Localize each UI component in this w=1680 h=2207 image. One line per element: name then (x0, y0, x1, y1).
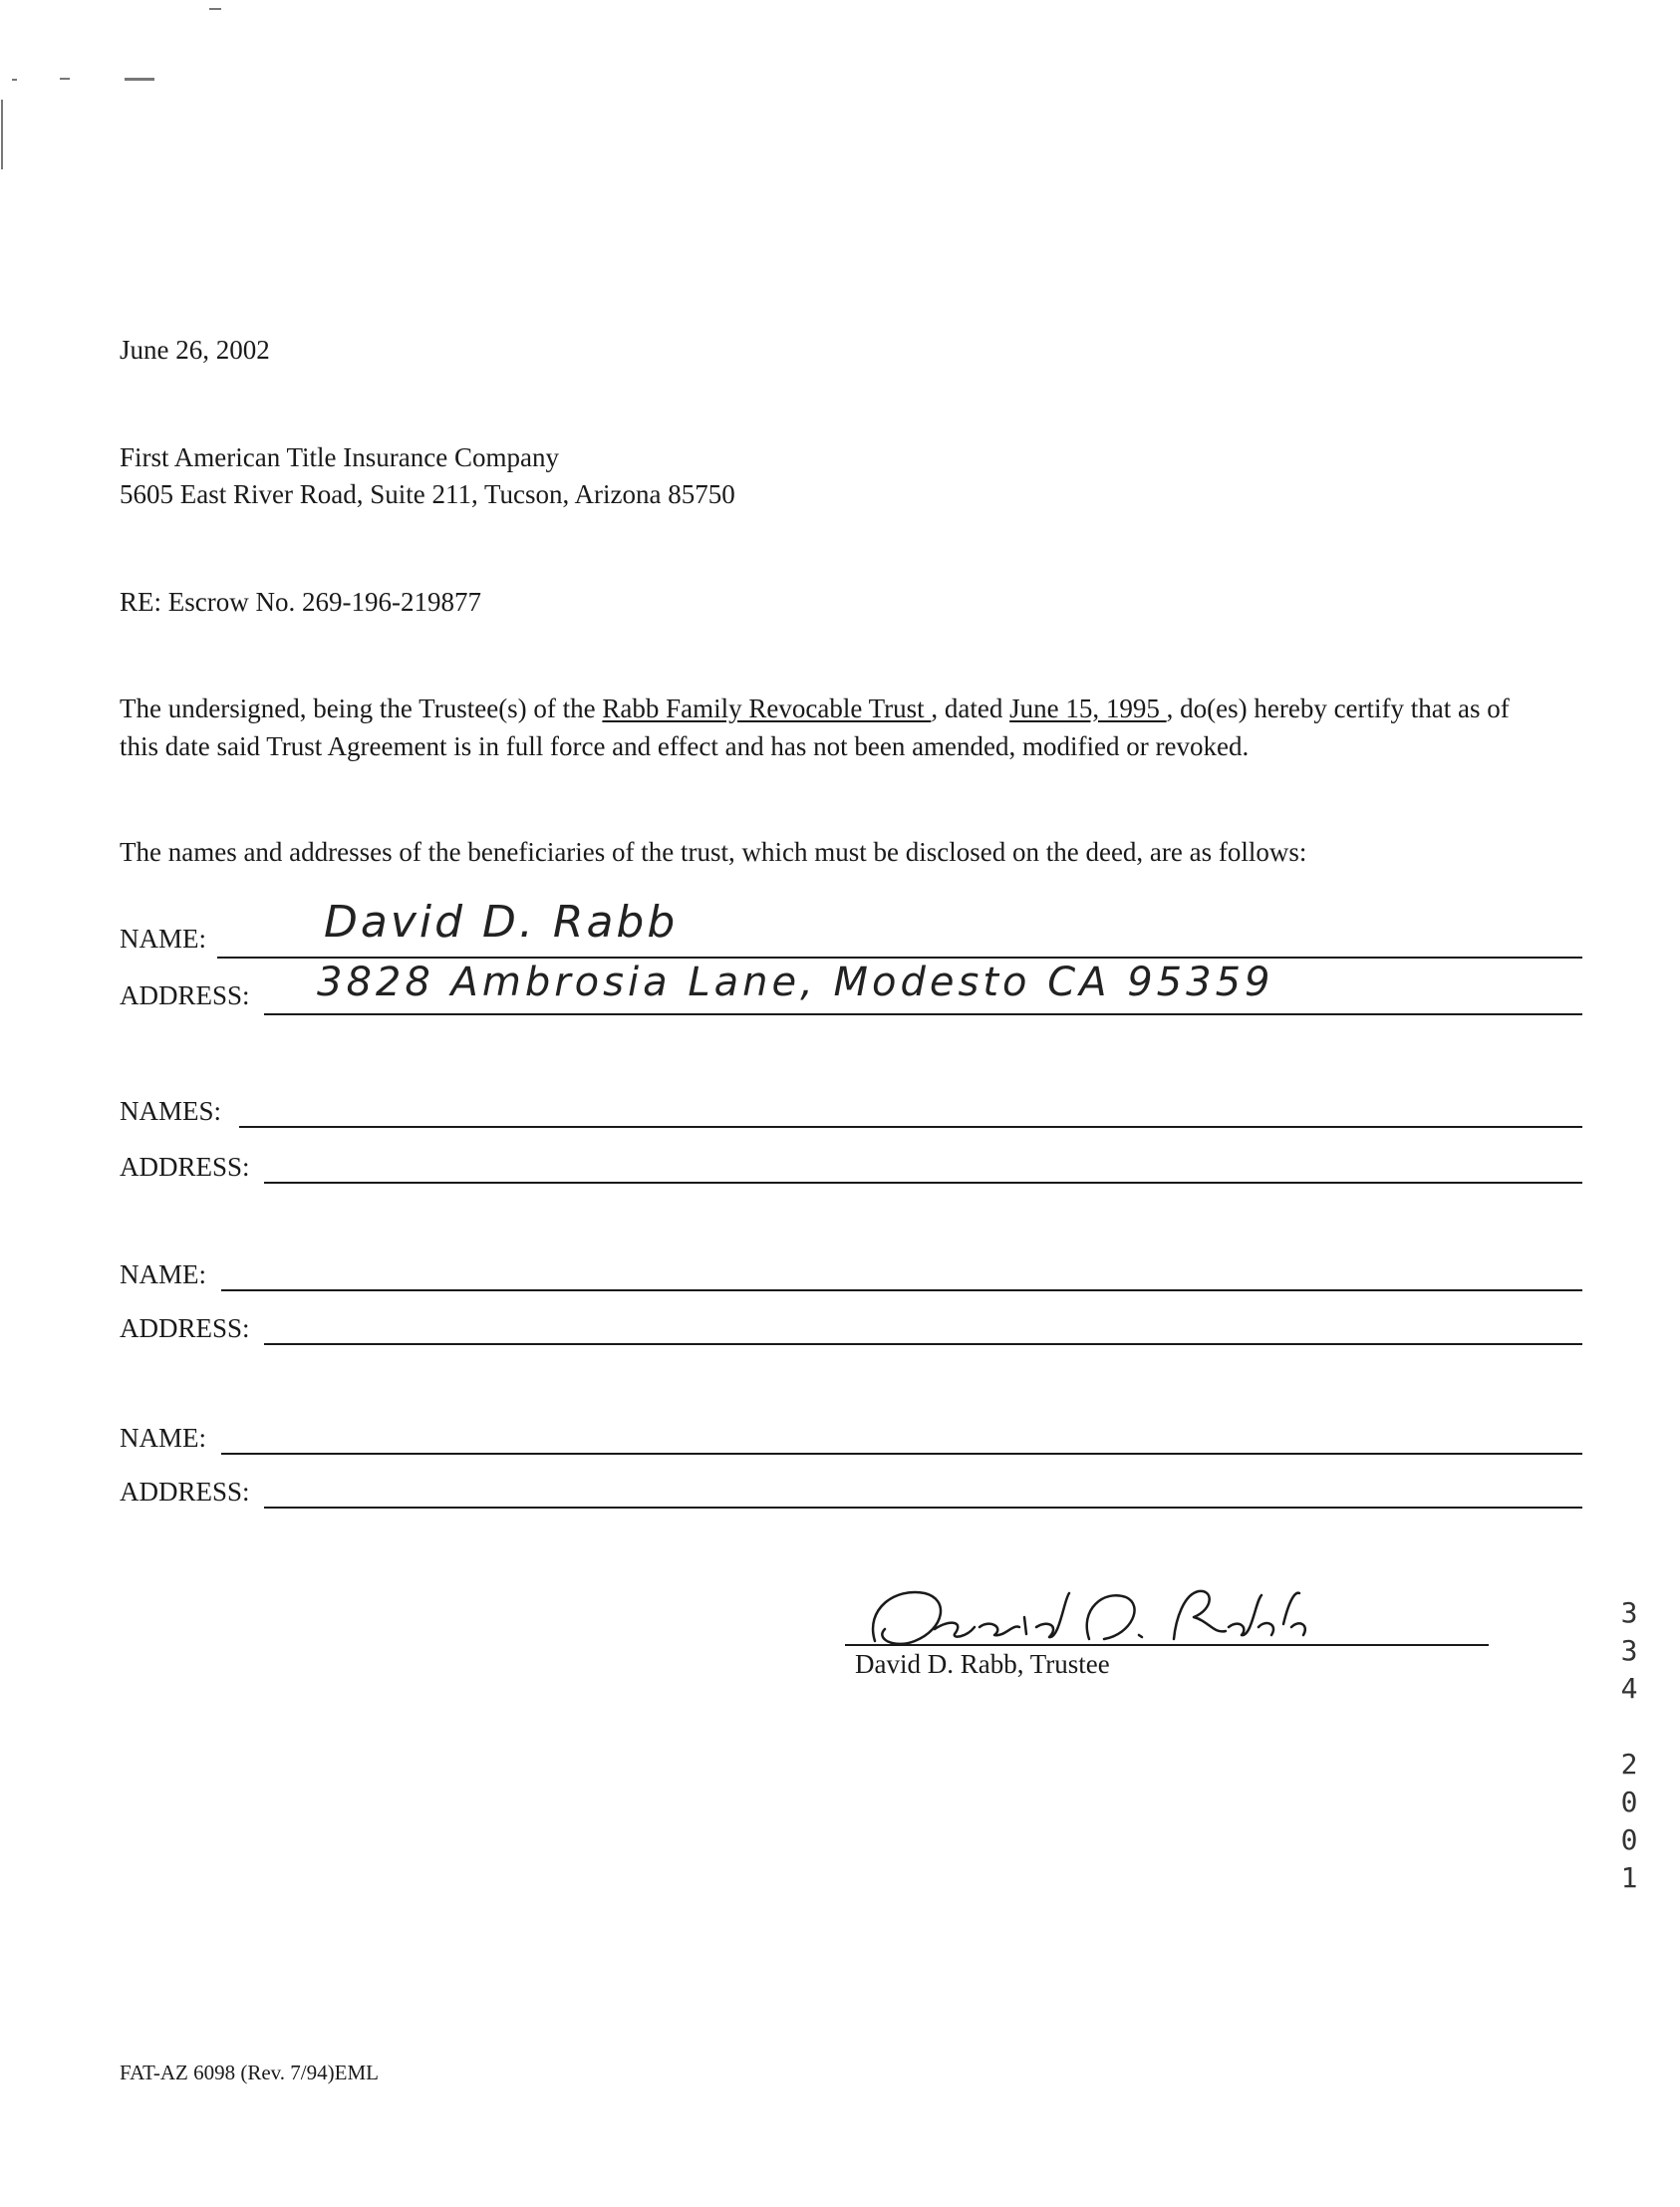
names-field-line (239, 1126, 1582, 1128)
stamp-digit: 4 (1620, 1672, 1638, 1705)
form-number-footer: FAT-AZ 6098 (Rev. 7/94)EML (120, 2061, 379, 2084)
signer-caption: David D. Rabb, Trustee (855, 1649, 1110, 1679)
certification-text-1: The undersigned, being the Trustee(s) of the (120, 693, 603, 723)
name-field-line (221, 1453, 1582, 1455)
certification-text-3: , do(es) hereby certify that as of this date said Trust Agreement is in full force and effect and has not been amended, modified or revoked. (120, 693, 1510, 761)
name-label: NAME: (120, 1259, 206, 1289)
address-field-line (264, 1507, 1582, 1509)
recipient-name: First American Title Insurance Company (120, 442, 559, 472)
stamp-digit: 3 (1620, 1596, 1638, 1629)
name-field-line (221, 1289, 1582, 1291)
re-line: RE: Escrow No. 269-196-219877 (120, 587, 481, 617)
scan-speck (209, 8, 221, 10)
stamp-digit: 2 (1620, 1748, 1638, 1781)
trust-name: Rabb Family Revocable Trust (602, 693, 932, 723)
stamp-digit: 1 (1620, 1861, 1638, 1894)
certification-paragraph (120, 690, 1554, 765)
stamp-digit: 0 (1620, 1823, 1638, 1856)
address-label: ADDRESS: (120, 980, 250, 1010)
margin-stamp (1614, 1594, 1644, 1897)
address-label: ADDRESS: (120, 1152, 250, 1182)
names-label: NAMES: (120, 1096, 222, 1126)
handwritten-name: David D. Rabb (324, 897, 679, 948)
stamp-digit: 3 (1620, 1634, 1638, 1667)
name-label: NAME: (120, 1423, 206, 1453)
handwritten-address: 3828 Ambrosia Lane, Modesto CA 95359 (317, 960, 1274, 1005)
scan-speck (1, 100, 3, 169)
stamp-digit: 0 (1620, 1786, 1638, 1818)
name-label: NAME: (120, 924, 206, 954)
name-field-line (217, 957, 1582, 959)
address-field-line (264, 1182, 1582, 1184)
letter-date: June 26, 2002 (120, 335, 270, 365)
beneficiaries-intro: The names and addresses of the beneficiaries of the trust, which must be disclosed on the deed, are as follows: (120, 837, 1307, 867)
certification-text-2: , dated (931, 693, 1010, 723)
scan-speck (125, 78, 154, 81)
scan-speck (12, 79, 17, 81)
trust-date: June 15, 1995 (1009, 693, 1167, 723)
scan-speck (60, 78, 70, 80)
address-field-line (264, 1013, 1582, 1015)
address-field-line (264, 1343, 1582, 1345)
recipient-address: 5605 East River Road, Suite 211, Tucson, Arizona 85750 (120, 479, 735, 509)
address-label: ADDRESS: (120, 1477, 250, 1507)
address-label: ADDRESS: (120, 1313, 250, 1343)
